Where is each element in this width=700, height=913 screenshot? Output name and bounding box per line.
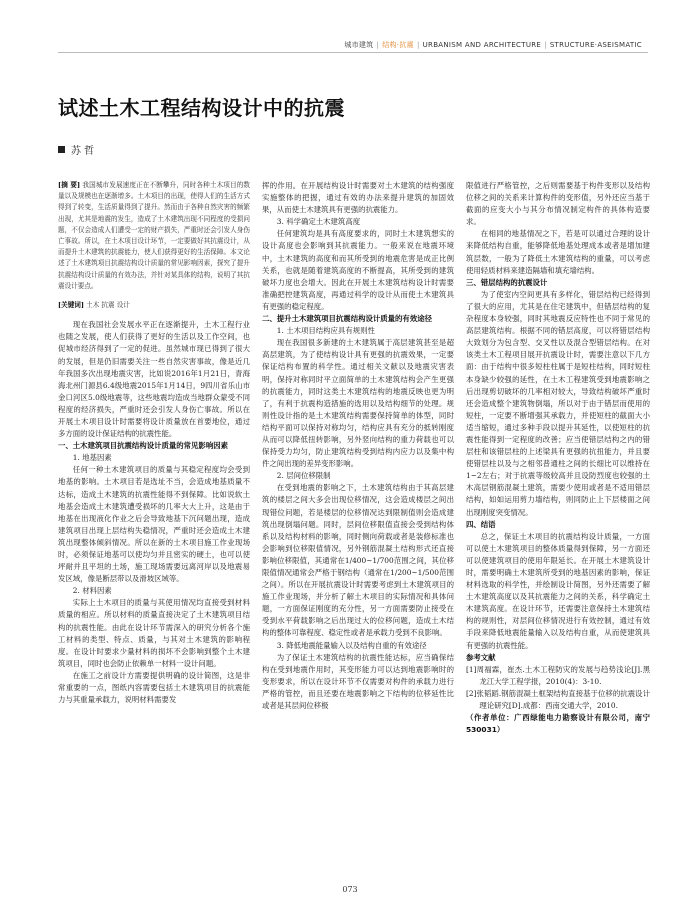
- header-divider: [58, 52, 648, 53]
- section-heading: 三、错层结构的抗震设计: [466, 277, 548, 287]
- keywords-label: [关键词]: [58, 301, 85, 310]
- section-heading: 二、提升土木建筑项目抗震结构设计质量的有效途径: [262, 314, 432, 324]
- column-1: [58, 180, 250, 706]
- paragraph: 在施工之前设计方需要提供明确的设计简图，这是非常重要的一点，图纸内容需要包括土木建筑项目的抗震能力与其重量承载力，说明材料需要发: [58, 670, 250, 705]
- paragraph: 任何一种土木建筑项目的质量与其稳定程度均会受到地基的影响。土木项目若是选址不当，会造成地基质量不达标，造成土木建筑的抗震性能得不到保障。比如说软土地基会造成土木建筑遭受损坏的几率大大上升，这是由于地基在出现液化作业之后会导致地基下沉问题出现，造成建筑项目出现上层结构失稳情况，严重时还会造成土木建筑出现整体倾斜情况。所以在新的土木项目施工作业现场时，必须保证地基可以使均匀并且密实的硬土，也可以使坪耐并且平坦的土场，施工现场需要远离河岸以及地震易发区域，像是断层带以及滑坡区域等。: [58, 465, 250, 584]
- square-bullet-icon: [58, 146, 65, 153]
- paragraph: 实际上土木项目的质量与其使用情况均直接受到材料质量的相应。所以材料的质量直接决定了土木建筑项目结构的抗震性能。由此在设计环节需深入的研究分析各个施工材料的类型、特点、质量，与其对土木建筑的影响程度。在设计时要求少量材料的损坏不会影响到整个土木建筑项目，同时也会防止依赖单一材料一设计问题。: [58, 598, 250, 668]
- subsection-heading: 3. 科学确定土木建筑高度: [276, 217, 361, 227]
- section-heading: 四、结语: [466, 519, 496, 529]
- subsection-heading: 1. 地基因素: [72, 453, 112, 463]
- paragraph: 限值进行严格管控，之后则需要基于构件变形以及结构位移之间的关系来计算构件的变形值，另外还应当基于截面的应变大小与其分布情况制定构件的具体构造要求。: [466, 181, 650, 227]
- paragraph: 为了使室内空间更具有多样化，错层结构已经得到了很大的应用，尤其是在住宅建筑中，但错层结构的复杂程度本身较强，同时其地震反应特性也不同于常见的高层建筑结构。根据不同的错层高度，可以将错层结构大致划分为包含型、交叉性以及混合型错层结构。在对该类土木工程项目展开抗震设计时，需要注意以下几方面：由于结构中很多短柱柱属于是短柱结构，同时短柱本身缺少较强的延性，在土木工程建筑受到地震影响之后出现剪切破坏的几率相对较大，导致结构破坏严重时还会造成整个建筑物倒塌，所以对于由于错层而使用的短柱，一定要不断增强其承载力，并使短柱的截面大小适当缩短，通过多种手段以提升其延性，以使短柱的抗震性能得到一定程度的改善；应当使错层结构之内的错层柱和该错层柱的上述梁具有更强的抗扭能力，并且要使错层柱以及与之相邻普通柱之间的长细比可以维持在1~2左右；对于抗震等级较高并且设防烈度也较强的土木高层钢筋混凝土建筑，需要少使用或者是不适用错层结构，如如运用剪力墙结构，则同防止上下层楼面之间出现刚度突变情况。: [466, 289, 650, 517]
- subsection-heading: 2. 层间位移限制: [276, 471, 331, 481]
- column-2: [262, 180, 454, 712]
- keywords: [58, 300, 250, 311]
- section-heading: 一、土木建筑项目抗震结构设计质量的常见影响因素: [58, 441, 228, 451]
- subsection-heading: 3. 降低地震能量输入以及结构自重的有效途径: [276, 640, 427, 650]
- paragraph: 挥的作用。在开展结构设计时需要对土木建筑的结构强度实施整体的把握，通过有效的办法来提升建筑的加固效果，从而使土木建筑具有更强的抗震能力。: [262, 181, 454, 215]
- page-number: 073: [342, 885, 358, 894]
- paragraph: 总之，保证土木项目的抗震结构设计质量，一方面可以使土木建筑项目的整体质量得到保障，另一方面还可以使建筑项目的使用年限延长。在开展土木建筑设计时，需要明确土木建筑所受到的地基因素的影响，保证材料选取的科学性，并绘制设计简图，另外还需要了解土木建筑高度以及其抗震能力之间的关系，科学确定土木建筑高度。在设计环节，还需要注意保持土木建筑结构的规则性，对层间位移情况进行有效控制，通过有效手段来降低地震能量输入以及结构自重，从而使建筑具有更强的抗震性能。: [466, 531, 650, 650]
- paragraph: 现在我国社会发展水平正在逐渐提升，土木工程行业也随之发展，使人们获得了更好的生活以及工作空间，也促城市经济得到了一定的促进。虽然城市现已得到了很大的发展，但是仍旧需要关注一些自然灾害事故，像是近几年我国多次出现地震灾害，比如说2016年1月21日，青海海北州门源县6.4级地震2015年1月14日，9四川省乐山市金口河区5.0级地震等，这些地震均造成当地群众蒙受不同程度的经济损失，严重时还会引发人身伤亡事故。所以在开展土木项目设计时需要将设计质量放在首要地位，通过多方面的设计保证结构的抗震性能。: [58, 320, 250, 439]
- header-english-section: URBANISM AND ARCHITECTURE: [422, 41, 542, 49]
- paragraph: 在相同的地基情况之下，若是可以通过合理的设计来降低结构自重，能够降低地基处理成本或者是增加建筑层数，一般为了降低土木建筑结构的重量，可以考虑使用轻质材料来建造隔墙和填充墙结构。: [466, 229, 650, 275]
- paragraph: 任何建筑均是具有高度要求的，同时土木建筑想实的设计高度也会影响到其抗震能力。一般来说在地震环境中，土木建筑的高度和而其所受到的地震危害是成正比例关系，也就是随着建筑高度的不断提高，其所受到的建筑破坏力度也会增大。因此在开展土木建筑结构设计时需要准确把控建筑高度，再通过科学的设计从而使土木建筑具有更强的稳定程度。: [262, 229, 454, 311]
- abstract-label: [摘 要]: [58, 181, 81, 189]
- header-english-category: STRUCTURE·ASEISMATIC: [549, 41, 642, 49]
- author-affiliation: （作者单位：广西绿能电力勘察设计有限公司，南宁 530031）: [466, 713, 650, 735]
- header-section: 城市建筑: [344, 41, 374, 49]
- author-name: 苏 哲: [71, 146, 95, 157]
- reference-item: [2]张韬蹈.钢筋混凝土框架结构直接基于位移的抗震设计理论研究[D].成都：西南交通大学，2010.: [466, 688, 650, 711]
- paragraph: 为了保证土木建筑结构的抗震性能达标，应当确保结构在受到地震作用时，其变形能力可以达到地震影响时的变形要求，所以在设计环节不仅需要对构件的承载力进行严格的管控，而且还要在地震影响之下结构的位移延性比或者是其层间位移极: [262, 652, 454, 711]
- keywords-text: 土木 抗震 设计: [86, 301, 130, 310]
- reference-item: [1]周福霖，崔杰.土木工程防灾的发展与趋势浅论[J].黑龙江大学工程学报，2010(4)：3-10.: [466, 664, 650, 686]
- article-title: 试述土木工程结构设计中的抗震: [58, 96, 345, 120]
- header-category: 结构·抗震: [382, 41, 414, 49]
- column-3: [466, 180, 650, 736]
- author-line: [58, 142, 94, 157]
- subsection-heading: 1. 土木项目结构应具有规则性: [276, 326, 375, 336]
- abstract: [58, 180, 250, 292]
- journal-header: 城市建筑 | 结构·抗震 | URBANISM AND ARCHITECTURE | STRUCTURE·ASEISMATIC: [344, 41, 642, 49]
- paragraph: 在受到地震的影响之下，土木建筑结构由于其高层建筑的楼层之间大多会出现位移情况，这会造成楼层之间出现错位问题，若是楼层的位移情况达到限制值则会造成建筑出现倒塌问题。同时，层间位移限值直接会受到结构体系以及结构材料的影响，同时侧向荷载或者是装修标准也会影响到位移限值情况，另外钢筋混凝土结构形式还直接影响位移限值，其通常在1/400~1/700范围之间，其位移限值情况通常会严格于钢结构（通常在1/200~1/500范围之间）。所以在开展抗震设计时需要考虑到土木建筑项目的施工作业现场，并分析了解土木项目的实际情况和具体问题，一方面保证刚度的充分性，另一方面需要防止接受在受到水平荷载影响之后出现过大的位移问题，造成土木结构的整体可靠程度、稳定性或者是承载力受到不良影响。: [262, 483, 454, 638]
- subsection-heading: 2. 材料因素: [72, 586, 112, 596]
- paragraph: 现在我国很多新建的土木建筑属于高层建筑甚至是超高层建筑，为了使结构设计具有更强的抗震效果，一定要保证结构布置的科学性。通过相关文献以及地震灾害表明，保持对称同时平立面简单的土木建筑结构会产生更强的抗震能力，同时这类土木建筑结构的地震反映也更为明了，有利于抗震构造措施的选用以及结构细节的处理。规则性设计指的是土木建筑结构需要保持简单的体型，同时结构平面可以保持对称均匀，结构应具有充分的抵转刚度从而可以降低扭转影响，另外竖向结构的重力荷载也可以保持受力均匀，防止建筑结构受到结构内应力以及集中构件之间出现的差异变形影响。: [262, 338, 454, 469]
- abstract-text: 我国城市发展速度正在不断攀升，同时各种土木项目的数量以及规模也在逐渐增多。土木项目的出现，使得人们的生活方式得到了转变，生活质量得到了提升。然而由于各种自然灾害的频繁出现，尤其是地震的发生，造成了土木建筑出现不同程度的受损问题，不仅会造成人们遭受一定的财产损失，严重时还会引发人身伤亡事故。所以，在土木项目设计环节，一定要做好其抗震设计，从而提升土木建筑的抗震能力，使人们获得更好的生活保障。本文论述了土木建筑项目抗震结构设计质量的常见影响因素，探究了提升抗震结构设计质量的有效办法，并针对某具体的结构，说明了其抗震设计要点。: [58, 181, 250, 290]
- references-heading: 参考文献: [466, 652, 496, 662]
